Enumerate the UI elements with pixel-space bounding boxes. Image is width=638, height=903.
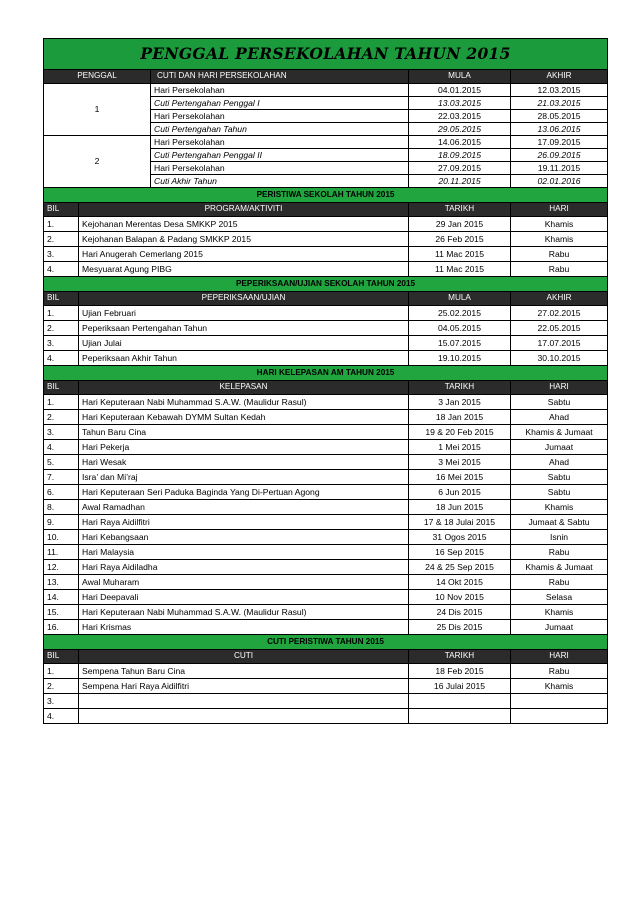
row-item: Hari Deepavali	[79, 590, 409, 605]
penggal-mula: 27.09.2015	[409, 162, 511, 175]
row-day: Khamis	[511, 232, 608, 247]
peperiksaan-row	[44, 336, 608, 351]
kelepasan-row	[44, 575, 608, 590]
row-item: Hari Raya Aidilfitri	[79, 515, 409, 530]
penggal-mula: 20.11.2015	[409, 175, 511, 188]
row-day: Ahad	[511, 455, 608, 470]
kelepasan-row	[44, 470, 608, 485]
row-day: Jumaat	[511, 440, 608, 455]
cuti-header-row	[44, 650, 608, 664]
row-item: Ujian Julai	[79, 336, 409, 351]
row-date: 6 Jun 2015	[409, 485, 511, 500]
row-day: Khamis	[511, 217, 608, 232]
row-date: 19 & 20 Feb 2015	[409, 425, 511, 440]
row-date: 04.05.2015	[409, 321, 511, 336]
row-date: 29 Jan 2015	[409, 217, 511, 232]
row-bil: 16.	[44, 620, 79, 635]
row-date: 15.07.2015	[409, 336, 511, 351]
row-item: Isra’ dan Mi’raj	[79, 470, 409, 485]
page-title: PENGGAL PERSEKOLAHAN TAHUN 2015	[44, 39, 608, 70]
row-day: Rabu	[511, 545, 608, 560]
penggal-number: 1	[44, 84, 151, 136]
row-day: 17.07.2015	[511, 336, 608, 351]
row-date	[409, 694, 511, 709]
header-bil: BIL	[44, 650, 79, 664]
row-item: Peperiksaan Pertengahan Tahun	[79, 321, 409, 336]
penggal-akhir: 26.09.2015	[511, 149, 608, 162]
kelepasan-heading-row	[44, 366, 608, 381]
row-item: Hari Pekerja	[79, 440, 409, 455]
kelepasan-heading: HARI KELEPASAN AM TAHUN 2015	[44, 366, 608, 381]
header-akhir: AKHIR	[511, 70, 608, 84]
row-day: Ahad	[511, 410, 608, 425]
row-bil: 14.	[44, 590, 79, 605]
kelepasan-row	[44, 545, 608, 560]
header-date: TARIKH	[409, 650, 511, 664]
row-date: 25 Dis 2015	[409, 620, 511, 635]
row-bil: 15.	[44, 605, 79, 620]
header-mula: MULA	[409, 70, 511, 84]
penggal-akhir: 19.11.2015	[511, 162, 608, 175]
penggal-label: Hari Persekolahan	[151, 136, 409, 149]
peperiksaan-heading-row	[44, 277, 608, 292]
row-item: Hari Krismas	[79, 620, 409, 635]
row-day: Rabu	[511, 664, 608, 679]
row-date: 1 Mei 2015	[409, 440, 511, 455]
row-item: Tahun Baru Cina	[79, 425, 409, 440]
row-date: 18 Feb 2015	[409, 664, 511, 679]
penggal-mula: 29.05.2015	[409, 123, 511, 136]
header-day: HARI	[511, 650, 608, 664]
peperiksaan-row	[44, 321, 608, 336]
penggal-mula: 18.09.2015	[409, 149, 511, 162]
kelepasan-row	[44, 395, 608, 410]
penggal-number: 2	[44, 136, 151, 188]
row-bil: 12.	[44, 560, 79, 575]
penggal-akhir: 12.03.2015	[511, 84, 608, 97]
row-day: Sabtu	[511, 485, 608, 500]
row-day: Khamis	[511, 679, 608, 694]
row-bil: 1.	[44, 664, 79, 679]
cuti-row	[44, 679, 608, 694]
peristiwa-row	[44, 217, 608, 232]
row-date: 14 Okt 2015	[409, 575, 511, 590]
penggal-label: Cuti Pertengahan Tahun	[151, 123, 409, 136]
row-item: Hari Malaysia	[79, 545, 409, 560]
header-bil: BIL	[44, 203, 79, 217]
row-bil: 4.	[44, 709, 79, 724]
row-bil: 4.	[44, 351, 79, 366]
row-item: Kejohanan Merentas Desa SMKKP 2015	[79, 217, 409, 232]
row-item: Sempena Hari Raya Aidilfitri	[79, 679, 409, 694]
row-item: Mesyuarat Agung PIBG	[79, 262, 409, 277]
header-item: CUTI	[79, 650, 409, 664]
row-day: Khamis & Jumaat	[511, 425, 608, 440]
peristiwa-heading-row	[44, 188, 608, 203]
header-penggal: PENGGAL	[44, 70, 151, 84]
penggal-row	[44, 84, 608, 97]
row-bil: 5.	[44, 455, 79, 470]
row-day: Sabtu	[511, 470, 608, 485]
row-item: Awal Muharam	[79, 575, 409, 590]
penggal-row	[44, 136, 608, 149]
calendar-sheet	[43, 38, 607, 724]
row-day: Khamis & Jumaat	[511, 560, 608, 575]
row-date: 11 Mac 2015	[409, 247, 511, 262]
row-item: Hari Keputeraan Nabi Muhammad S.A.W. (Maulidur Rasul)	[79, 605, 409, 620]
row-item: Peperiksaan Akhir Tahun	[79, 351, 409, 366]
row-day	[511, 709, 608, 724]
row-bil: 2.	[44, 679, 79, 694]
row-bil: 13.	[44, 575, 79, 590]
row-bil: 2.	[44, 321, 79, 336]
row-bil: 2.	[44, 232, 79, 247]
row-date: 18 Jan 2015	[409, 410, 511, 425]
cuti-row	[44, 694, 608, 709]
header-cuti-dan-hari: CUTI DAN HARI PERSEKOLAHAN	[151, 70, 409, 84]
kelepasan-header-row	[44, 381, 608, 395]
row-bil: 1.	[44, 395, 79, 410]
penggal-akhir: 02.01.2016	[511, 175, 608, 188]
cuti-heading-row	[44, 635, 608, 650]
penggal-header-row	[44, 70, 608, 84]
kelepasan-row	[44, 620, 608, 635]
row-item: Hari Kebangsaan	[79, 530, 409, 545]
kelepasan-row	[44, 590, 608, 605]
title-row	[44, 39, 608, 70]
penggal-akhir: 17.09.2015	[511, 136, 608, 149]
peperiksaan-header-row	[44, 292, 608, 306]
row-item: Awal Ramadhan	[79, 500, 409, 515]
row-item: Hari Keputeraan Kebawah DYMM Sultan Kedah	[79, 410, 409, 425]
row-day: Rabu	[511, 575, 608, 590]
penggal-label: Hari Persekolahan	[151, 110, 409, 123]
row-bil: 3.	[44, 336, 79, 351]
peristiwa-row	[44, 247, 608, 262]
row-day: Jumaat & Sabtu	[511, 515, 608, 530]
kelepasan-row	[44, 485, 608, 500]
row-day: 27.02.2015	[511, 306, 608, 321]
row-date: 10 Nov 2015	[409, 590, 511, 605]
row-day: Isnin	[511, 530, 608, 545]
row-day: Rabu	[511, 262, 608, 277]
row-day: Rabu	[511, 247, 608, 262]
row-bil: 4.	[44, 440, 79, 455]
calendar-table	[43, 38, 608, 724]
kelepasan-row	[44, 500, 608, 515]
row-bil: 7.	[44, 470, 79, 485]
row-day: Khamis	[511, 500, 608, 515]
cuti-row	[44, 664, 608, 679]
row-date: 3 Jan 2015	[409, 395, 511, 410]
row-day: 30.10.2015	[511, 351, 608, 366]
penggal-label: Cuti Akhir Tahun	[151, 175, 409, 188]
row-day: Selasa	[511, 590, 608, 605]
cuti-row	[44, 709, 608, 724]
header-day: HARI	[511, 203, 608, 217]
row-date: 17 & 18 Julai 2015	[409, 515, 511, 530]
kelepasan-row	[44, 425, 608, 440]
header-date: TARIKH	[409, 203, 511, 217]
header-item: PEPERIKSAAN/UJIAN	[79, 292, 409, 306]
row-day: Sabtu	[511, 395, 608, 410]
kelepasan-row	[44, 410, 608, 425]
row-date: 24 & 25 Sep 2015	[409, 560, 511, 575]
penggal-label: Hari Persekolahan	[151, 84, 409, 97]
row-bil: 8.	[44, 500, 79, 515]
penggal-akhir: 28.05.2015	[511, 110, 608, 123]
row-item	[79, 694, 409, 709]
row-bil: 3.	[44, 247, 79, 262]
row-date: 11 Mac 2015	[409, 262, 511, 277]
header-date: TARIKH	[409, 381, 511, 395]
row-item	[79, 709, 409, 724]
row-date: 25.02.2015	[409, 306, 511, 321]
row-bil: 9.	[44, 515, 79, 530]
row-item: Ujian Februari	[79, 306, 409, 321]
kelepasan-row	[44, 530, 608, 545]
row-bil: 1.	[44, 306, 79, 321]
peristiwa-header-row	[44, 203, 608, 217]
kelepasan-row	[44, 455, 608, 470]
row-date: 16 Sep 2015	[409, 545, 511, 560]
penggal-mula: 13.03.2015	[409, 97, 511, 110]
header-item: KELEPASAN	[79, 381, 409, 395]
row-day: Jumaat	[511, 620, 608, 635]
penggal-akhir: 21.03.2015	[511, 97, 608, 110]
row-date: 3 Mei 2015	[409, 455, 511, 470]
header-bil: BIL	[44, 292, 79, 306]
peristiwa-row	[44, 262, 608, 277]
row-date: 16 Mei 2015	[409, 470, 511, 485]
peperiksaan-row	[44, 306, 608, 321]
row-item: Hari Anugerah Cemerlang 2015	[79, 247, 409, 262]
row-bil: 1.	[44, 217, 79, 232]
header-day: AKHIR	[511, 292, 608, 306]
row-item: Sempena Tahun Baru Cina	[79, 664, 409, 679]
header-item: PROGRAM/AKTIVITI	[79, 203, 409, 217]
row-date: 24 Dis 2015	[409, 605, 511, 620]
row-item: Kejohanan Balapan & Padang SMKKP 2015	[79, 232, 409, 247]
row-bil: 11.	[44, 545, 79, 560]
kelepasan-row	[44, 440, 608, 455]
row-date	[409, 709, 511, 724]
cuti-heading: CUTI PERISTIWA TAHUN 2015	[44, 635, 608, 650]
row-bil: 3.	[44, 425, 79, 440]
header-bil: BIL	[44, 381, 79, 395]
header-day: HARI	[511, 381, 608, 395]
penggal-label: Hari Persekolahan	[151, 162, 409, 175]
row-item: Hari Raya Aidiladha	[79, 560, 409, 575]
row-item: Hari Keputeraan Seri Paduka Baginda Yang Di-Pertuan Agong	[79, 485, 409, 500]
penggal-mula: 04.01.2015	[409, 84, 511, 97]
row-item: Hari Wesak	[79, 455, 409, 470]
peperiksaan-heading: PEPERIKSAAN/UJIAN SEKOLAH TAHUN 2015	[44, 277, 608, 292]
row-date: 16 Julai 2015	[409, 679, 511, 694]
penggal-mula: 14.06.2015	[409, 136, 511, 149]
row-date: 18 Jun 2015	[409, 500, 511, 515]
row-day	[511, 694, 608, 709]
row-bil: 4.	[44, 262, 79, 277]
row-bil: 6.	[44, 485, 79, 500]
row-bil: 3.	[44, 694, 79, 709]
kelepasan-row	[44, 515, 608, 530]
row-date: 26 Feb 2015	[409, 232, 511, 247]
peristiwa-row	[44, 232, 608, 247]
row-day: Khamis	[511, 605, 608, 620]
penggal-label: Cuti Pertengahan Penggal II	[151, 149, 409, 162]
kelepasan-row	[44, 560, 608, 575]
penggal-mula: 22.03.2015	[409, 110, 511, 123]
row-bil: 10.	[44, 530, 79, 545]
header-date: MULA	[409, 292, 511, 306]
row-date: 31 Ogos 2015	[409, 530, 511, 545]
row-item: Hari Keputeraan Nabi Muhammad S.A.W. (Maulidur Rasul)	[79, 395, 409, 410]
row-date: 19.10.2015	[409, 351, 511, 366]
peristiwa-heading: PERISTIWA SEKOLAH TAHUN 2015	[44, 188, 608, 203]
peperiksaan-row	[44, 351, 608, 366]
penggal-akhir: 13.06.2015	[511, 123, 608, 136]
kelepasan-row	[44, 605, 608, 620]
row-day: 22.05.2015	[511, 321, 608, 336]
row-bil: 2.	[44, 410, 79, 425]
penggal-label: Cuti Pertengahan Penggal I	[151, 97, 409, 110]
